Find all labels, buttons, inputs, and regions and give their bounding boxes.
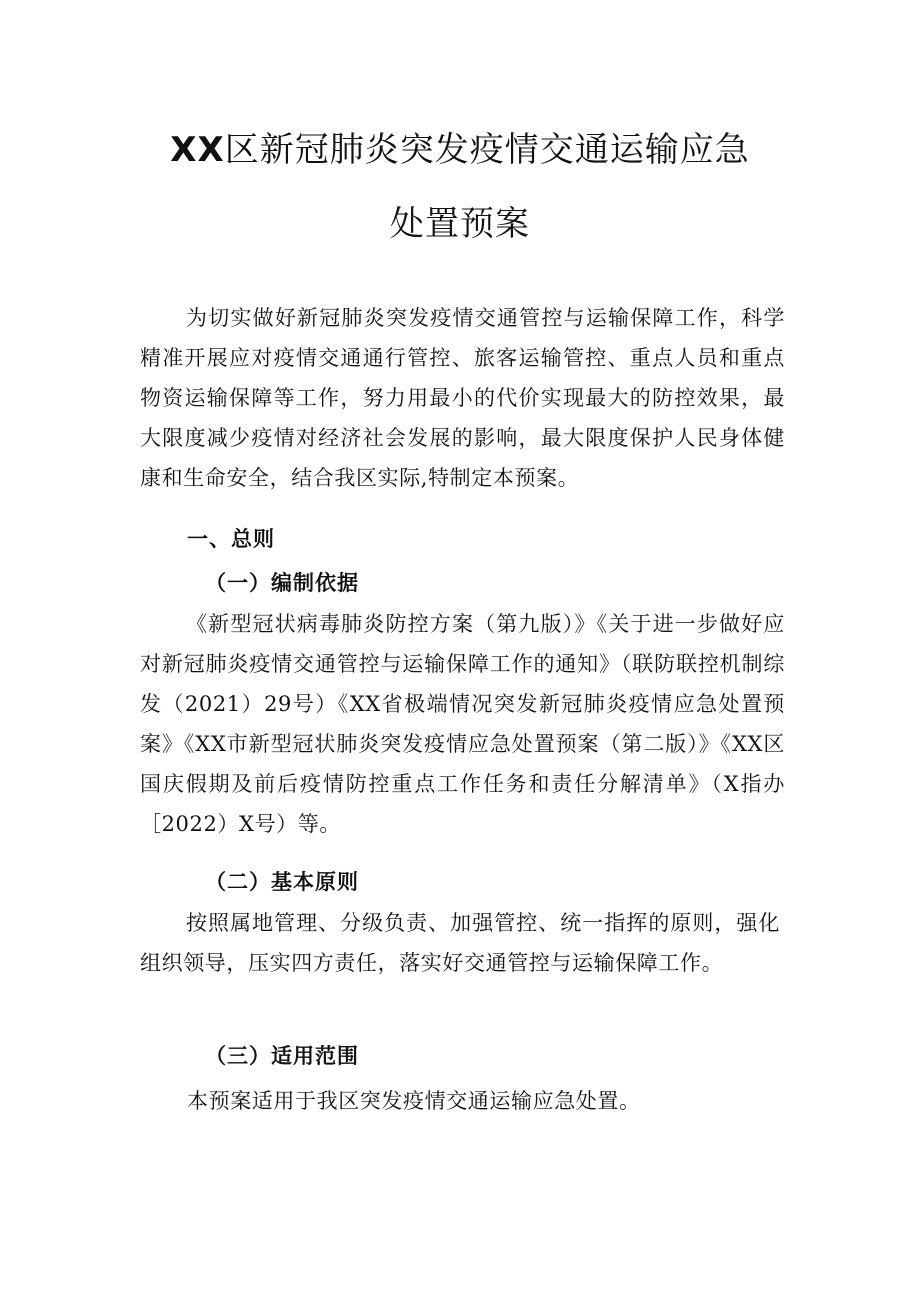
document-title	[0, 122, 920, 171]
principles-paragraph: 按照属地管理、分级负责、加强管控、统一指挥的原则，强化组织领导，压实四方责任，落实好交通管控与运输保障工作。	[140, 911, 780, 975]
subsection-heading-scope: （三）适用范围	[205, 1044, 359, 1068]
subsection-heading-basis: （一）编制依据	[205, 571, 359, 595]
title-line-1: 区新冠肺炎突发疫情交通运输应急	[224, 130, 750, 170]
scope-paragraph: 本预案适用于我区突发疫情交通运输应急处置。	[187, 1089, 641, 1113]
document-title-line-2: 处置预案	[390, 204, 530, 244]
subsection-heading-principles: （二）基本原则	[205, 870, 359, 894]
title-prefix: XX	[170, 130, 225, 170]
basis-paragraph: 《新型冠状病毒肺炎防控方案（第九版）》《关于进一步做好应对新冠肺炎疫情交通管控与运输保障工作的通知》（联防联控机制综发（2021）29号）《XX省极端情况突发新冠肺炎疫情应急处置预案》《XX市新型冠状肺炎突发疫情应急处置预案（第二版）》《XX区国庆假期及前后疫情防控重点工作任务和责任分解清单》（X指办［2022）X号）等。	[140, 612, 785, 836]
section-heading-general: 一、总则	[187, 527, 275, 551]
intro-paragraph: 为切实做好新冠肺炎突发疫情交通管控与运输保障工作，科学精准开展应对疫情交通通行管控、旅客运输管控、重点人员和重点物资运输保障等工作，努力用最小的代价实现最大的防控效果，最大限度减少疫情对经济社会发展的影响，最大限度保护人民身体健康和生命安全，结合我区实际,特制定本预案。	[140, 306, 785, 490]
